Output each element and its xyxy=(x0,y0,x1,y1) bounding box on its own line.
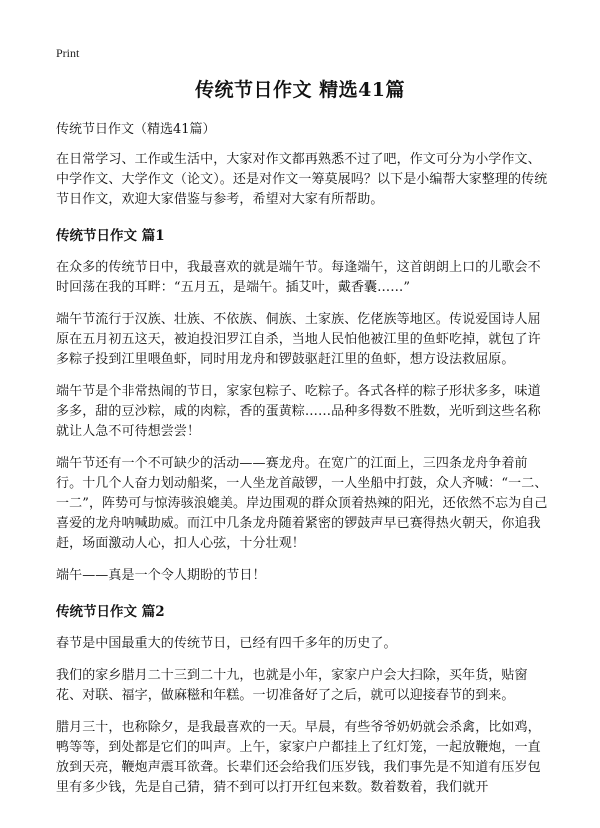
paragraph: 在众多的传统节日中，我最喜欢的就是端午节。每逢端午，这首朗朗上口的儿歌会不时回荡在我的耳畔：“五月五，是端午。插艾叶，戴香囊……” xyxy=(56,260,541,295)
paragraph: 腊月三十，也称除夕，是我最喜欢的一天。早晨，有些爷爷奶奶就会杀禽，比如鸡，鸭等等，到处都是它们的叫声。上午，家家户户都挂上了红灯笼，一起放鞭炮，一直放到天亮，鞭炮声震耳欲聋。长辈们还会给我们压岁钱，我们事先是不知道有压岁包里有多少钱，先是自己猜，猜不到可以打开红包来数。数着数着，我们就开 xyxy=(56,720,541,795)
print-link[interactable]: Print xyxy=(56,46,80,60)
paragraph: 端午节流行于汉族、壮族、不依族、侗族、土家族、仡佬族等地区。传说爱国诗人屈原在五月初五这天，被迫投汨罗江自杀，当地人民怕他被江里的鱼虾吃掉，就包了许多粽子投到江里喂鱼虾，同时用龙舟和锣鼓驱赶江里的鱼虾，想方设法救屈原。 xyxy=(56,312,541,367)
paragraph: 端午——真是一个令人期盼的节日！ xyxy=(56,568,266,583)
section-heading: 传统节日作文 篇2 xyxy=(56,604,165,620)
document-subtitle: 传统节日作文（精选41篇） xyxy=(56,122,216,137)
document-body xyxy=(56,120,551,810)
intro-paragraph: 在日常学习、工作或生活中，大家对作文都再熟悉不过了吧，作文可分为小学作文、中学作文、大学作文（论文）。还是对作文一筹莫展吗？以下是小编帮大家整理的传统节日作文，欢迎大家借鉴与参考，希望对大家有所帮助。 xyxy=(56,152,548,207)
document-title: 传统节日作文 精选41篇 xyxy=(194,79,406,101)
paragraph: 我们的家乡腊月二十三到二十九，也就是小年，家家户户会大扫除，买年货，贴窗花、对联、福字，做麻糍和年糕。一切准备好了之后，就可以迎接春节的到来。 xyxy=(56,668,528,703)
paragraph: 端午节是个非常热闹的节日，家家包粽子、吃粽子。各式各样的粽子形状多多，味道多多，甜的豆沙粽，咸的肉粽，香的蛋黄粽……品种多得数不胜数，光听到这些名称就让人急不可待想尝尝！ xyxy=(56,384,541,439)
paragraph: 端午节还有一个不可缺少的活动——赛龙舟。在宽广的江面上，三四条龙舟争着前行。十几个人奋力划动船桨，一人坐龙首敲锣，一人坐船中打鼓，众人齐喊：“一二、一二”，阵势可与惊涛骇浪媲美。岸边围观的群众顶着热辣的阳光，还依然不忘为自己喜爱的龙舟呐喊助威。而江中几条龙舟随着紧密的锣鼓声早已赛得热火朝天，你追我赶，场面激动人心，扣人心弦，十分壮观！ xyxy=(56,456,548,551)
paragraph: 春节是中国最重大的传统节日，已经有四千多年的历史了。 xyxy=(56,636,397,651)
section-heading: 传统节日作文 篇1 xyxy=(56,228,165,244)
